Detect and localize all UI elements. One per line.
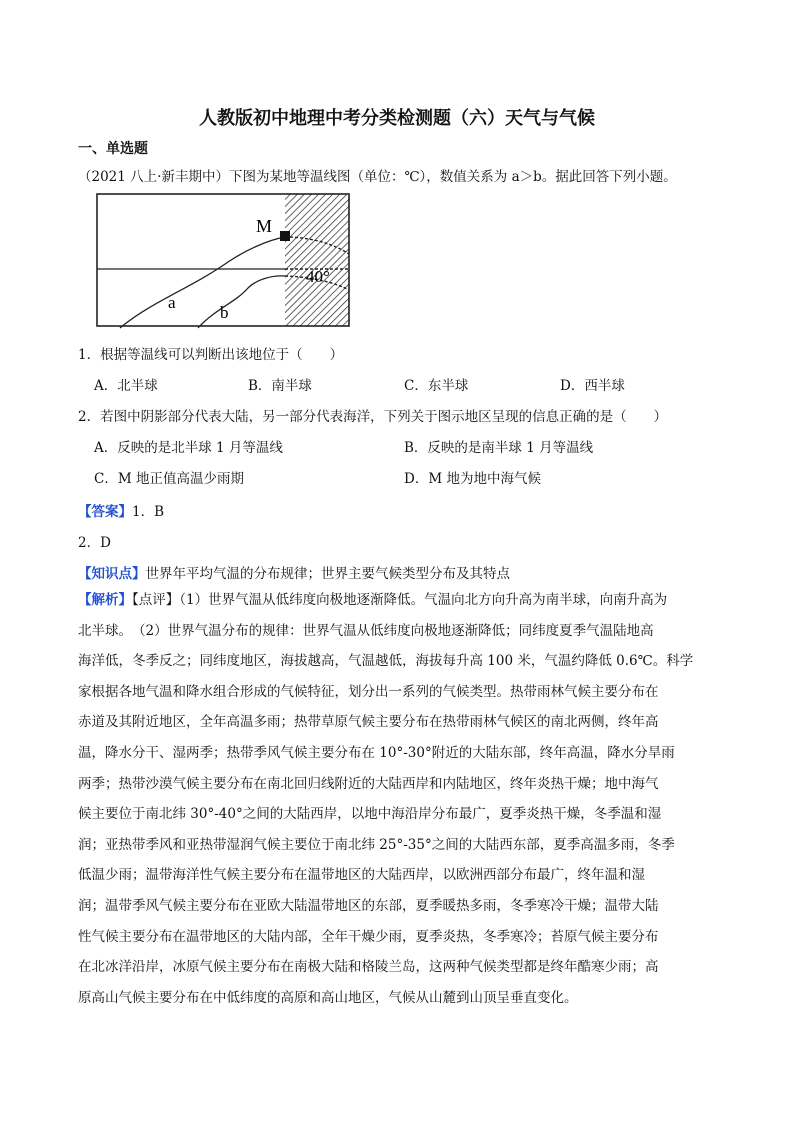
knowledge-point (78, 562, 510, 582)
q1-option-d: D．西半球 (560, 378, 625, 394)
label-40-degree: 40° (306, 267, 330, 286)
analysis-line: 原高山气候主要分布在中低纬度的高原和高山地区，气候从山麓到山顶呈垂直变化。 (78, 989, 578, 1006)
q1-option-a: A．北半球 (94, 378, 158, 394)
analysis-line: 润；亚热带季风和亚热带湿润气候主要位于南北纬 25°-35°之间的大陆西东部，夏季高温多雨，冬季 (78, 836, 675, 853)
q2-option-c: C．M 地正值高温少雨期 (94, 471, 244, 487)
label-b: b (220, 303, 229, 322)
answer-2: 2．D (78, 535, 111, 551)
analysis-paragraph (78, 585, 718, 1013)
analysis-line: 润；温带季风气候主要分布在亚欧大陆温带地区的东部，夏季暖热多雨，冬季寒冷干燥；温带大陆 (78, 897, 659, 914)
analysis-line: 家根据各地气温和降水组合形成的气候特征，划分出一系列的气候类型。热带雨林气候主要分布在 (78, 683, 659, 700)
analysis-line: 在北冰洋沿岸，冰原气候主要分布在南极大陆和格陵兰岛，这两种气候类型都是终年酷寒少雨；高 (78, 959, 659, 976)
q2-option-b: B．反映的是南半球 1 月等温线 (404, 440, 594, 456)
analysis-line: 候主要位于南北纬 30°-40°之间的大陆西岸，以地中海沿岸分布最广，夏季炎热干燥，冬季温和湿 (78, 806, 662, 823)
analysis-line: 温，降水分干、湿两季；热带季风气候主要分布在 10°-30°附近的大陆东部，终年高温，降水分旱雨 (78, 744, 675, 761)
analysis-line: 低温少雨；温带海洋性气候主要分布在温带地区的大陆西岸，以欧洲西部分布最广，终年温和湿 (78, 867, 645, 884)
page-title: 人教版初中地理中考分类检测题（六）天气与气候 (199, 108, 595, 129)
analysis-line: 两季；热带沙漠气候主要分布在南北回归线附近的大陆西岸和内陆地区，终年炎热干燥；地中海气 (78, 775, 659, 792)
answer-tag: 【答案】 (78, 504, 132, 520)
q1-option-b: B．南半球 (248, 378, 312, 394)
analysis-tag: 【解析】 (78, 592, 132, 608)
analysis-line: 性气候主要分布在温带地区的大陆内部，全年干燥少雨，夏季炎热，冬季寒冷；苔原气候主要分布 (78, 928, 659, 945)
analysis-line: 北半球。 （2）世界气温分布的规律：世界气温从低纬度向极地逐渐降低；同纬度夏季气温陆地高 (78, 622, 654, 639)
q2-option-d: D．M 地为地中海气候 (404, 471, 541, 487)
question-2-stem: 2．若图中阴影部分代表大陆，另一部分代表海洋，下列关于图示地区呈现的信息正确的是（ ） (78, 409, 668, 425)
knowledge-text: 世界年平均气温的分布规律；世界主要气候类型分布及其特点 (145, 566, 510, 582)
section-heading: 一、单选题 (78, 141, 148, 157)
isotherm-a (120, 237, 285, 328)
point-m-marker (280, 231, 290, 241)
label-m: M (256, 216, 273, 236)
analysis-line: 海洋低，冬季反之；同纬度地区，海拔越高，气温越低，海拔每升高 100 米，气温约降低 0.6℃。科学 (78, 653, 694, 670)
isotherm-figure (96, 190, 352, 330)
analysis-line: 赤道及其附近地区，全年高温多雨；热带草原气候主要分布在热带雨林气候区的南北两侧，终年高 (78, 714, 659, 731)
q1-option-c: C．东半球 (404, 378, 469, 394)
isotherm-b (198, 276, 285, 328)
question-1-stem: 1．根据等温线可以判断出该地位于（ ） (78, 347, 344, 363)
knowledge-tag: 【知识点】 (78, 566, 146, 582)
label-a: a (168, 293, 176, 312)
answer-line-1 (78, 500, 164, 520)
answer-1: 1．B (132, 504, 165, 520)
land-shaded-area (285, 194, 349, 326)
question-intro: （2021 八上·新丰期中）下图为某地等温线图（单位：℃），数值关系为 a＞b。据此回答下列小题。 (78, 169, 677, 185)
analysis-line: 【解析】【点评】（1）世界气温从低纬度向极地逐渐降低。气温向北方向升高为南半球，向南升高为 (78, 592, 668, 608)
q2-option-a: A．反映的是北半球 1 月等温线 (94, 440, 283, 456)
